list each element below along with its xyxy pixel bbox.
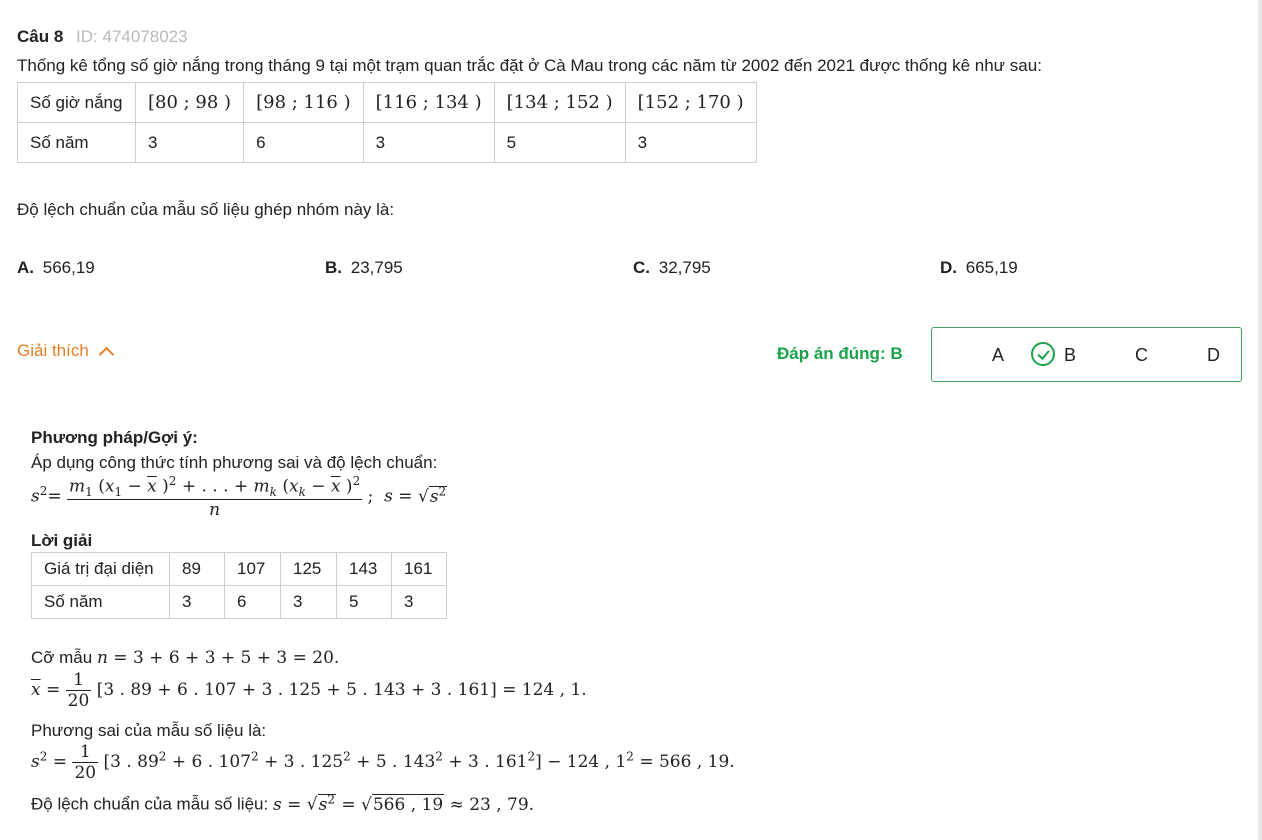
table-row-header: Giá trị đại diện: [32, 553, 170, 586]
table-cell: 6: [244, 123, 364, 163]
explanation-toggle[interactable]: [17, 341, 112, 361]
table-cell: 3: [281, 586, 337, 619]
table-cell: [152 ; 170 ): [625, 83, 756, 123]
option-letter: D.: [940, 258, 957, 277]
table-cell: 3: [136, 123, 244, 163]
std-line: Độ lệch chuẩn của mẫu số liệu: $s = √s^2 = √566$ , 19 ≈ 23 , 79.: [31, 792, 535, 815]
mean-formula: $\overline{x}$ = $\frac{1}{20}$ [3 . 89 + 6 . 107 + 3 . 125 + 5 . 143 + 3 . 161] = 124 , 1.: [31, 670, 587, 711]
option-letter: B.: [325, 258, 342, 277]
table-cell: [134 ; 152 ): [494, 83, 625, 123]
table-row-header: Số năm: [32, 586, 170, 619]
option-letter: A.: [17, 258, 34, 277]
variance-calc: $s^2$ = $\frac{1}{20}$ [3 . $89^2 + 6$ . $107^2 + 3$ . $125^2 + 5$ . $143^2 + 3$ . $161^2] - 124$ , $1^2 = 566$ , 19.: [31, 742, 735, 783]
variance-label: Phương sai của mẫu số liệu là:: [31, 721, 267, 740]
table-row-header: Số giờ nắng: [18, 83, 136, 123]
question-id: ID: 474078023: [76, 27, 188, 46]
table-cell: 6: [225, 586, 281, 619]
table-cell: 89: [170, 553, 225, 586]
chevron-up-icon: [99, 346, 115, 362]
check-circle-icon: [1031, 342, 1055, 366]
question-stem: Thống kê tổng số giờ nắng trong tháng 9 tại một trạm quan trắc đặt ở Cà Mau trong các năm từ 2002 đến 2021 được thống kê như sau:: [17, 56, 1042, 75]
question-number: Câu 8: [17, 27, 64, 46]
table-cell: [80 ; 98 ): [136, 83, 244, 123]
choice-d[interactable]: D: [1207, 345, 1220, 365]
answer-choice-box: [931, 327, 1242, 382]
table-cell: 3: [625, 123, 756, 163]
table-row-header: Số năm: [18, 123, 136, 163]
table-cell: 161: [392, 553, 447, 586]
choice-b[interactable]: B: [1064, 345, 1077, 365]
question-table: [17, 82, 757, 163]
sample-size-label: Cỡ mẫu: [31, 648, 93, 667]
table-cell: 107: [225, 553, 281, 586]
option-text: 566,19: [42, 258, 95, 277]
table-cell: [116 ; 134 ): [363, 83, 494, 123]
table-cell: 3: [170, 586, 225, 619]
choice-c[interactable]: C: [1135, 345, 1148, 365]
option-text: 32,795: [658, 258, 711, 277]
table-row: [18, 123, 757, 163]
correct-answer-label: Đáp án đúng: B: [777, 344, 903, 363]
table-cell: 143: [337, 553, 392, 586]
std-label: Độ lệch chuẩn của mẫu số liệu:: [31, 794, 269, 814]
table-row: [18, 83, 757, 123]
variance-formula: $s^2=$ $\frac{m_1 (x_1 - \overline{x} )^2 + . . . + m_k (x_k - \overline{x} )^2}{n}$ ; $s = √s^2$: [31, 474, 447, 521]
table-cell: 3: [363, 123, 494, 163]
option-letter: C.: [633, 258, 650, 277]
sample-size-line: Cỡ mẫu n = 3 + 6 + 3 + 5 + 3 = 20.: [31, 648, 340, 668]
table-row: [32, 553, 447, 586]
question-header: [17, 27, 188, 47]
option-a[interactable]: [17, 258, 95, 278]
option-text: 665,19: [965, 258, 1018, 277]
choice-a[interactable]: A: [992, 345, 1005, 365]
table-cell: 5: [494, 123, 625, 163]
scrollbar[interactable]: [1258, 0, 1262, 840]
table-cell: 125: [281, 553, 337, 586]
method-title: Phương pháp/Gợi ý:: [31, 428, 198, 447]
option-d[interactable]: [940, 258, 1018, 278]
option-b[interactable]: [325, 258, 403, 278]
method-text: Áp dụng công thức tính phương sai và độ lệch chuẩn:: [31, 453, 438, 472]
explanation-toggle-label: Giải thích: [17, 341, 89, 360]
table-cell: 3: [392, 586, 447, 619]
option-c[interactable]: [633, 258, 711, 278]
table-cell: 5: [337, 586, 392, 619]
table-row: [32, 586, 447, 619]
solution-title: Lời giải: [31, 531, 93, 550]
solution-table: [31, 552, 447, 619]
option-text: 23,795: [350, 258, 403, 277]
table-cell: [98 ; 116 ): [244, 83, 364, 123]
question-prompt: Độ lệch chuẩn của mẫu số liệu ghép nhóm này là:: [17, 200, 395, 219]
